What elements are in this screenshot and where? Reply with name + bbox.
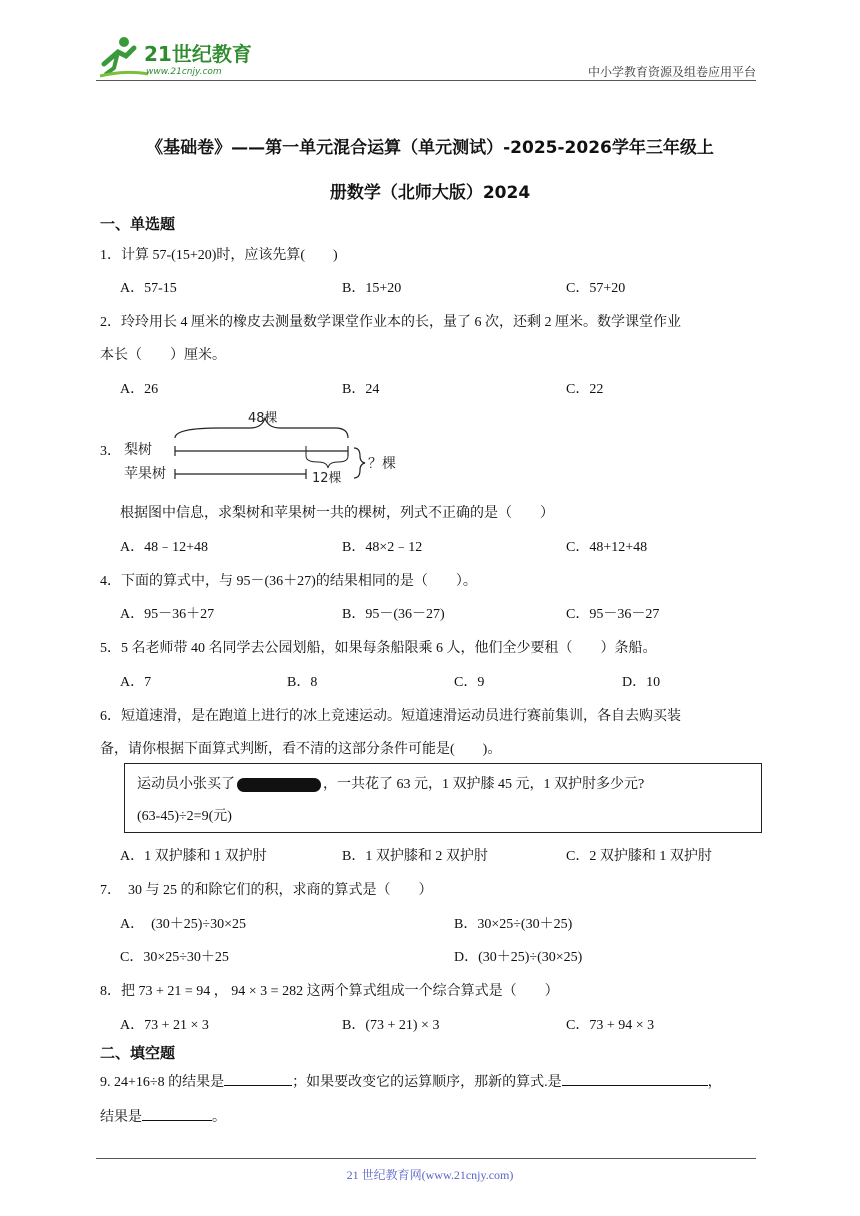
runner-logo-icon [100, 37, 148, 76]
q2-option-c[interactable]: C．22 [566, 382, 604, 397]
q7-option-d[interactable]: D．(30＋25)÷(30×25) [454, 950, 583, 965]
q5-option-b[interactable]: B．8 [287, 675, 318, 690]
q8-option-b[interactable]: B．(73 + 21) × 3 [342, 1018, 440, 1033]
question-5-text: 5．5 名老师带 40 名同学去公园划船，如果每条船限乘 6 人，他们全少要租（ ）条船。 [100, 641, 657, 656]
label-pear: 梨树 [124, 442, 152, 458]
question-2-line2: 本长（ ）厘米。 [100, 348, 226, 363]
footer-divider [96, 1158, 756, 1159]
q6-option-c[interactable]: C．2 双护膝和 1 双护肘 [566, 849, 712, 864]
q6-option-b[interactable]: B．1 双护膝和 2 双护肘 [342, 849, 488, 864]
question-1-text: 1．计算 57-(15+20)时，应该先算( ) [100, 248, 338, 263]
page-title-line2: 册数学（北师大版）2024 [329, 183, 531, 203]
q3-option-c[interactable]: C．48+12+48 [566, 540, 648, 555]
label-apple: 苹果树 [124, 466, 166, 482]
q4-option-b[interactable]: B．95－(36－27) [342, 607, 445, 622]
q9-text-part3: ， [707, 1075, 722, 1090]
q2-option-a[interactable]: A．26 [120, 382, 159, 397]
q7-option-b[interactable]: B．30×25÷(30＋25) [454, 917, 573, 932]
q6-option-a[interactable]: A．1 双护膝和 1 双护肘 [120, 849, 267, 864]
question-6-line2: 备，请你根据下面算式判断，看不清的这部分条件可能是( )。 [100, 742, 502, 757]
logo-sub-text: www.21cnjy.com [146, 67, 222, 77]
question-8-text: 8．把 73 + 21 = 94 ， 94 × 3 = 282 这两个算式组成一个综合算式是（ ） [100, 984, 559, 999]
q8-option-a[interactable]: A．73 + 21 × 3 [120, 1018, 209, 1033]
q3-option-a[interactable]: A．48﹣12+48 [120, 540, 209, 555]
q5-option-a[interactable]: A．7 [120, 675, 152, 690]
q9-blank-new-result[interactable] [142, 1106, 212, 1121]
q2-option-b[interactable]: B．24 [342, 382, 380, 397]
page-title-line1: 《基础卷》——第一单元混合运算（单元测试）-2025-2026学年三年级上 [146, 138, 714, 158]
q7-option-a[interactable]: A． (30＋25)÷30×25 [120, 917, 247, 932]
box-text-post: ，一共花了 63 元，1 双护膝 45 元，1 双护肘多少元? [323, 777, 645, 792]
question-6-line1: 6．短道速滑，是在跑道上进行的冰上竞速运动。短道速滑运动员进行赛前集训，各自去购买装 [100, 709, 681, 724]
q9-text-part4: 结果是 [100, 1110, 142, 1125]
question-2-line1: 2．玲玲用长 4 厘米的橡皮去测量数学课堂作业本的长，量了 6 次，还剩 2 厘米。数学课堂作业 [100, 315, 681, 330]
q8-option-c[interactable]: C．73 + 94 × 3 [566, 1018, 655, 1033]
footer-text[interactable]: 21 世纪教育网(www.21cnjy.com) [346, 1168, 514, 1182]
tree-count-diagram [120, 406, 420, 488]
section-heading-single-choice: 一、单选题 [100, 215, 176, 233]
label-48: 48棵 [248, 411, 278, 426]
right-brace [354, 448, 365, 478]
question-4-text: 4．下面的算式中，与 95－(36＋27)的结果相同的是（ ）。 [100, 574, 477, 589]
q1-option-c[interactable]: C．57+20 [566, 281, 626, 296]
q4-option-a[interactable]: A．95－36＋27 [120, 607, 215, 622]
site-logo [96, 34, 266, 78]
q7-option-c[interactable]: C．30×25÷30＋25 [120, 950, 229, 965]
q9-text-part1: 9. 24+16÷8 的结果是 [100, 1075, 225, 1090]
question-9-line2 [100, 1106, 760, 1126]
q4-option-c[interactable]: C．95－36－27 [566, 607, 660, 622]
question-3-text: 根据图中信息，求梨树和苹果树一共的棵树，列式不正确的是（ ） [120, 506, 554, 521]
small-brace [306, 456, 348, 468]
box-formula: (63-45)÷2=9(元) [137, 809, 232, 824]
question-9-line1 [100, 1071, 760, 1091]
header-divider [96, 80, 756, 81]
q9-blank-new-expression[interactable] [562, 1071, 708, 1086]
header-platform-text: 中小学教育资源及组卷应用平台 [587, 65, 756, 79]
section-heading-fill-blank: 二、填空题 [100, 1044, 176, 1062]
q5-option-d[interactable]: D．10 [622, 675, 661, 690]
label-12: 12棵 [312, 471, 342, 486]
question-3-number: 3． [100, 444, 121, 459]
label-question: ？棵 [368, 456, 396, 472]
question-7-text: 7． 30 与 25 的和除它们的积，求商的算式是（ ） [100, 883, 433, 898]
q3-option-b[interactable]: B．48×2﹣12 [342, 540, 423, 555]
q5-option-c[interactable]: C．9 [454, 675, 485, 690]
q1-option-a[interactable]: A．57-15 [120, 281, 177, 296]
q9-blank-result[interactable] [224, 1071, 292, 1086]
q1-option-b[interactable]: B．15+20 [342, 281, 402, 296]
box-text-pre: 运动员小张买了 [137, 777, 235, 792]
q9-text-part2: ；如果要改变它的运算顺序，那新的算式.是 [292, 1075, 562, 1090]
obscured-ink-blot [237, 778, 321, 792]
question-6-box [124, 763, 762, 833]
logo-main-text: 21世纪教育 [144, 42, 252, 66]
q9-text-part5: 。 [212, 1110, 226, 1125]
